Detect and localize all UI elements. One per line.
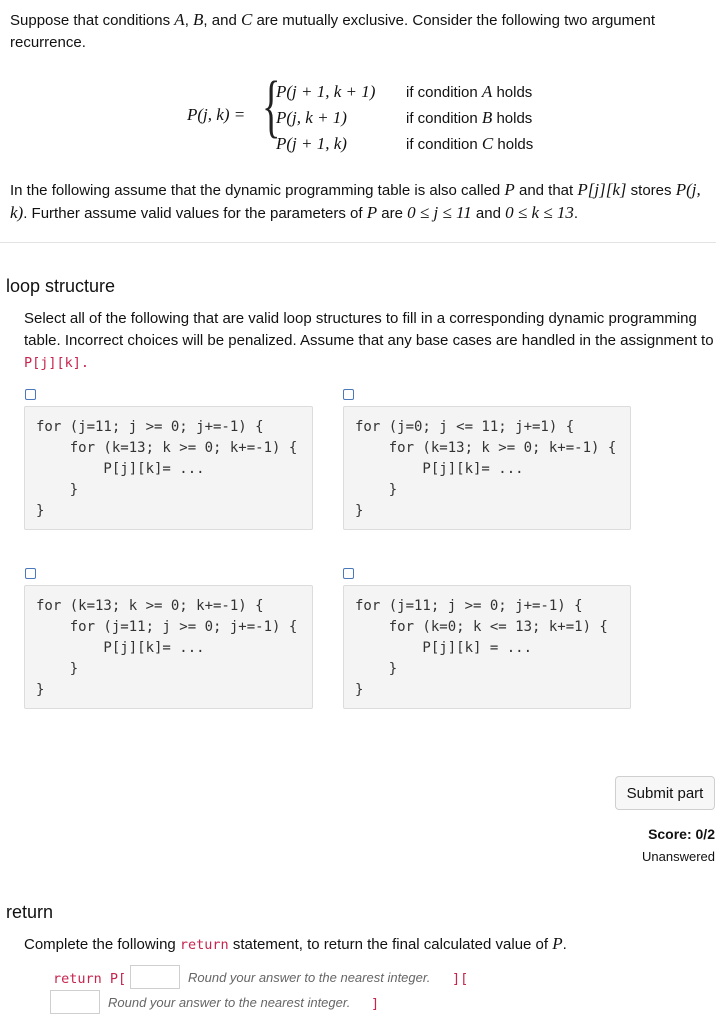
code-line: }: [36, 482, 79, 498]
option-4-code: [343, 585, 631, 709]
return-code-end: ]: [371, 996, 380, 1012]
option-3-code: [24, 585, 313, 709]
code-line: }: [36, 661, 79, 677]
option-2-checkbox[interactable]: [343, 389, 354, 400]
code-line: for (j=11; j >= 0; j+=-1) {: [355, 598, 583, 614]
case-expr-3: P(j + 1, k): [276, 134, 347, 153]
assumption-text: In the following assume that the dynamic programming table is also called P and that P[j][k] stores P(j, k). Further assume valid values for the parameters of P are 0 ≤ j ≤ 11 and 0 ≤ k ≤ 13.: [10, 180, 701, 222]
option-1-checkbox[interactable]: [25, 389, 36, 400]
loop-section-heading: loop structure: [6, 276, 116, 296]
code-line: P[j][k]= ...: [36, 461, 205, 477]
intro-text: Suppose that conditions A, B, and C are mutually exclusive. Consider the following two argument recurrence.: [10, 10, 655, 51]
code-line: }: [355, 682, 364, 698]
return-section-heading: return: [6, 902, 54, 922]
case-expr-1: P(j + 1, k + 1): [276, 82, 376, 101]
option-2-code: [343, 406, 631, 530]
option-3-checkbox[interactable]: [25, 568, 36, 579]
code-line: }: [36, 682, 45, 698]
score-label: Score: 0/2: [648, 826, 715, 842]
brace-icon: {: [262, 68, 281, 145]
hint-1: Round your answer to the nearest integer.: [188, 970, 431, 985]
code-line: }: [36, 503, 45, 519]
return-code-start: return P[: [53, 971, 127, 987]
code-line: for (k=13; k >= 0; k+=-1) {: [36, 598, 264, 614]
option-1-code: [24, 406, 313, 530]
return-code-mid: ][: [452, 971, 469, 987]
code-line: P[j][k]= ...: [355, 461, 524, 477]
return-index-j-input[interactable]: [130, 965, 180, 989]
status-label: Unanswered: [642, 849, 715, 864]
code-line: for (j=11; j >= 0; j+=-1) {: [36, 619, 298, 635]
recurrence-lhs: P(j, k) =: [187, 105, 246, 124]
case-cond-2: if condition B holds: [406, 108, 533, 127]
option-4-checkbox[interactable]: [343, 568, 354, 579]
code-line: for (j=11; j >= 0; j+=-1) {: [36, 419, 264, 435]
code-line: for (j=0; j <= 11; j+=1) {: [355, 419, 575, 435]
code-line: P[j][k] = ...: [355, 640, 533, 656]
code-line: }: [355, 503, 364, 519]
return-index-k-input[interactable]: [50, 990, 100, 1014]
case-expr-2: P(j, k + 1): [276, 108, 347, 127]
case-cond-3: if condition C holds: [406, 134, 534, 153]
code-line: for (k=13; k >= 0; k+=-1) {: [36, 440, 298, 456]
code-line: }: [355, 482, 398, 498]
section-divider: [0, 242, 716, 243]
submit-part-button[interactable]: Submit part: [615, 776, 715, 810]
case-cond-1: if condition A holds: [406, 82, 533, 101]
hint-2: Round your answer to the nearest integer.: [108, 995, 351, 1010]
loop-prompt: Select all of the following that are valid loop structures to fill in a corresponding dynamic programming table. Incorrect choices will be penalized. Assume that any base cases are handled in the assignment to P[j][k].: [24, 310, 714, 371]
code-line: for (k=13; k >= 0; k+=-1) {: [355, 440, 617, 456]
code-line: P[j][k]= ...: [36, 640, 205, 656]
code-line: }: [355, 661, 398, 677]
return-prompt: Complete the following return statement, to return the final calculated value of P.: [24, 934, 567, 953]
code-line: for (k=0; k <= 13; k+=1) {: [355, 619, 608, 635]
